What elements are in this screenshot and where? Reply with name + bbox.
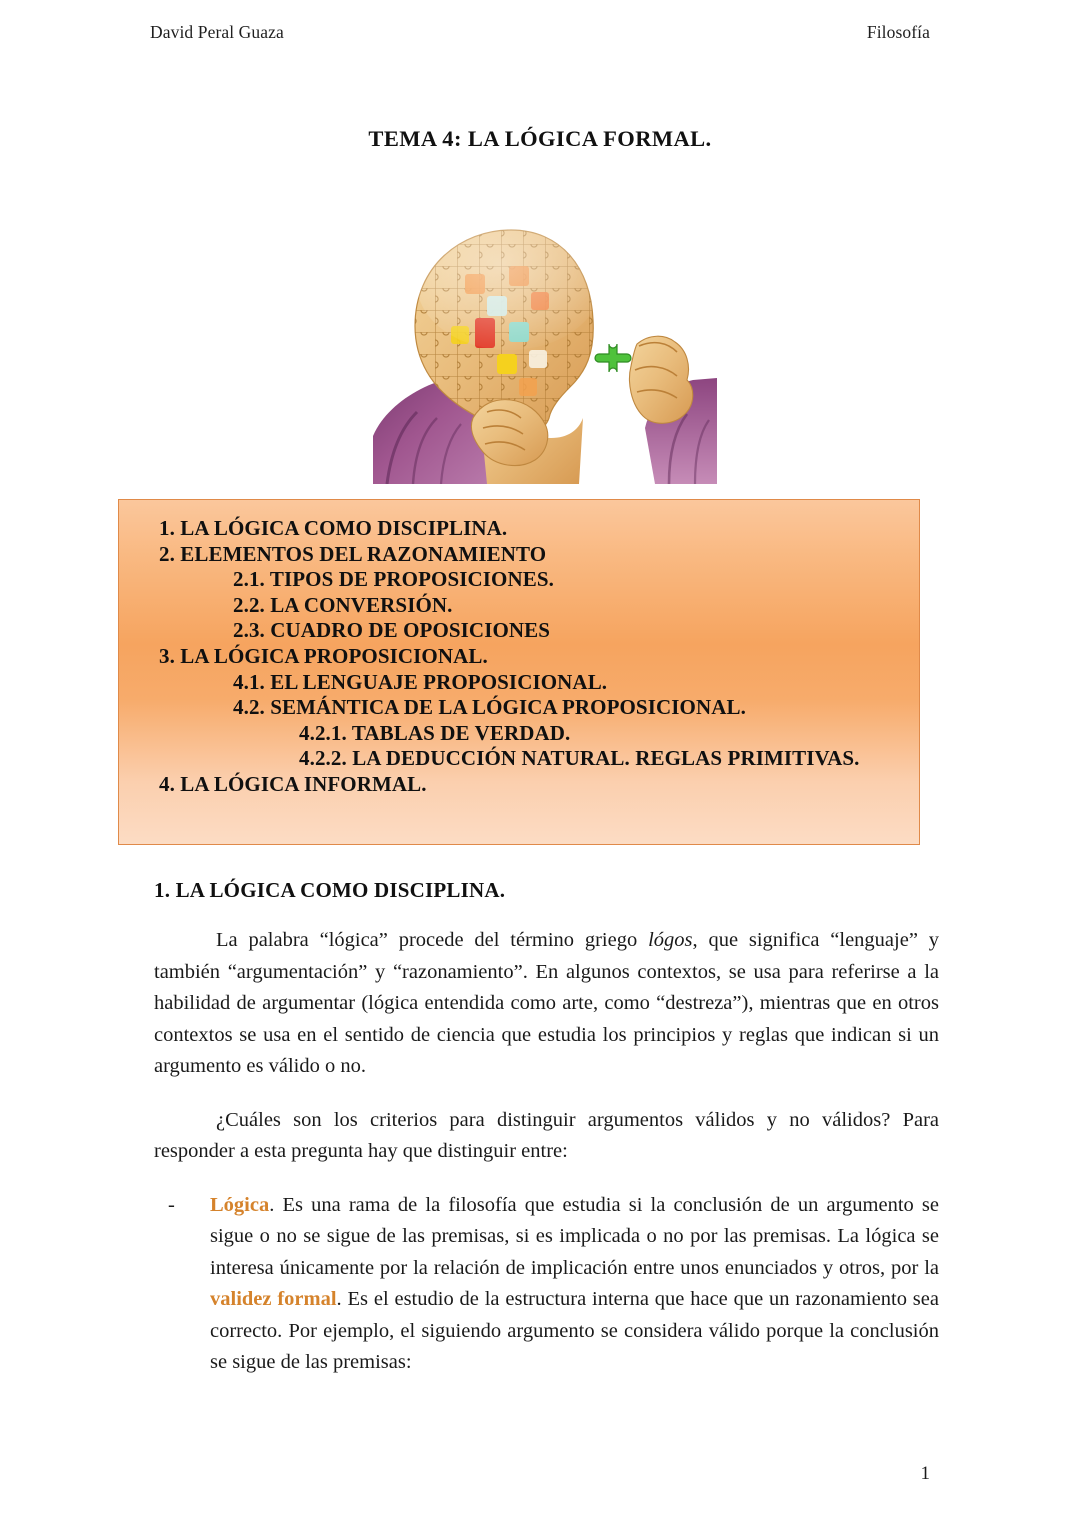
toc-item: 4.2.1. TABLAS DE VERDAD. bbox=[299, 720, 571, 745]
term-validez-formal: validez formal bbox=[210, 1288, 337, 1310]
toc-item: 1. LA LÓGICA COMO DISCIPLINA. bbox=[159, 516, 508, 540]
section-heading: 1. LA LÓGICA COMO DISCIPLINA. bbox=[154, 878, 506, 902]
bullet-marker-icon: - bbox=[168, 1193, 175, 1216]
paragraph-2: ¿Cuáles son los criterios para distinguir argumentos válidos y no válidos? Para responder a esta pregunta hay que distinguir entre: bbox=[154, 1108, 939, 1162]
page-number: 1 bbox=[920, 1463, 930, 1484]
list-item-text-b: . Es el estudio de la estructura interna que hace que un razonamiento sea correcto. Por ejemplo, el siguiendo argumento se considera válido porque la conclusión se sigue de las premisas: bbox=[210, 1288, 939, 1373]
toc-item: 4.2. SEMÁNTICA DE LA LÓGICA PROPOSICIONAL. bbox=[233, 695, 746, 720]
toc-item: 2.3. CUADRO DE OPOSICIONES bbox=[233, 618, 551, 643]
toc-item: 4.1. EL LENGUAJE PROPOSICIONAL. bbox=[233, 669, 608, 694]
toc-item: 2.2. LA CONVERSIÓN. bbox=[233, 592, 453, 617]
puzzle-head-illustration bbox=[369, 222, 721, 484]
page-title: TEMA 4: LA LÓGICA FORMAL. bbox=[368, 126, 712, 151]
paragraph-1 bbox=[154, 925, 939, 1083]
header-subject: Filosofía bbox=[866, 22, 930, 42]
header-author: David Peral Guaza bbox=[150, 22, 284, 42]
paragraph-1-part-b: , que significa “lenguaje” y también “argumentación” y “razonamiento”. En algunos contextos, se usa para referirse a la habilidad de argumentar (lógica entendida como arte, como “destreza”), mientras que en otros contextos se usa en el sentido de ciencia que estudia los principios y reglas que indican si un argumento es válido o no. bbox=[154, 929, 939, 1077]
paragraph-1-part-a: La palabra “lógica” procede del término griego bbox=[216, 929, 649, 951]
toc-item: 4. LA LÓGICA INFORMAL. bbox=[159, 771, 427, 796]
definition-list bbox=[154, 1190, 939, 1379]
list-item bbox=[154, 1190, 939, 1379]
toc-item: 2.1. TIPOS DE PROPOSICIONES. bbox=[233, 567, 554, 592]
term-logica: Lógica bbox=[210, 1193, 270, 1216]
table-of-contents-box bbox=[118, 499, 920, 845]
body-content bbox=[154, 925, 939, 1379]
illustration-holding-hand bbox=[630, 336, 693, 423]
list-item-text-a: . Es una rama de la filosofía que estudia si la conclusión de un argumento se sigue o no se sigue de las premisas, si es implicada o no por las premisas. La lógica se interesa únicamente por la relación de implicación entre unos enunciados y otros, por la bbox=[210, 1193, 939, 1279]
toc-item: 3. LA LÓGICA PROPOSICIONAL. bbox=[159, 643, 488, 668]
toc-item: 4.2.2. LA DEDUCCIÓN NATURAL. REGLAS PRIMITIVAS. bbox=[299, 746, 860, 771]
toc-item: 2. ELEMENTOS DEL RAZONAMIENTO bbox=[159, 541, 547, 566]
illustration-green-piece bbox=[595, 344, 631, 372]
paragraph-1-emphasis: lógos bbox=[648, 929, 693, 951]
document-header bbox=[150, 22, 930, 43]
